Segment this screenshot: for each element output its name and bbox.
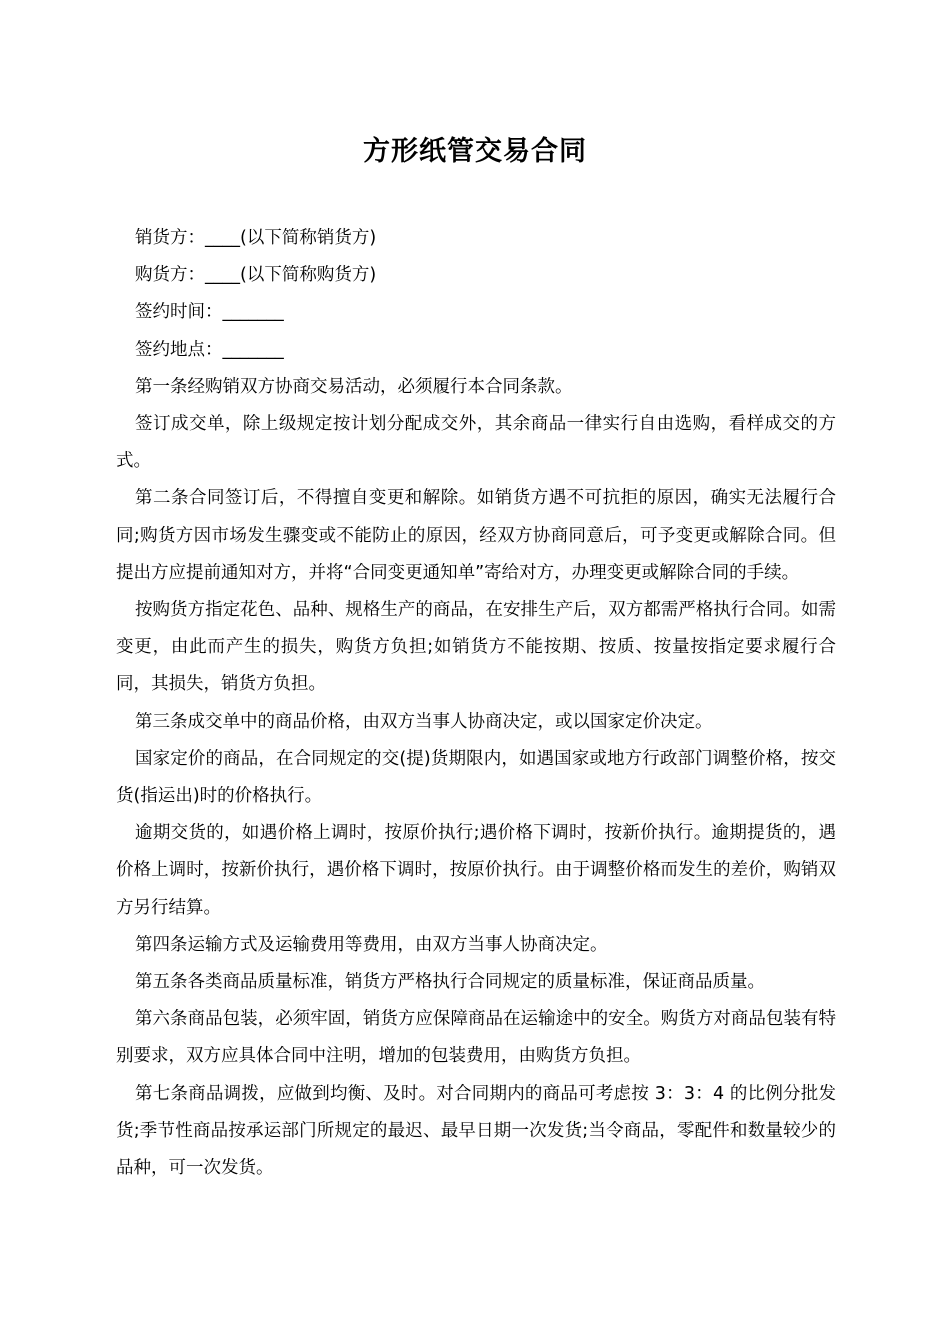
article-2-detail: 按购货方指定花色、品种、规格生产的商品，在安排生产后，双方都需严格执行合同。如需变更，由此而产生的损失，购货方负担;如销货方不能按期、按质、按量按指定要求履行合同，其损失，销货方负担。 <box>116 600 836 695</box>
article-2: 第二条合同签订后，不得擅自变更和解除。如销货方遇不可抗拒的原因，确实无法履行合同;购货方因市场发生骤变或不能防止的原因，经双方协商同意后，可予变更或解除合同。但提出方应提前通知对方，并将“合同变更通知单”寄给对方，办理变更或解除合同的手续。 <box>116 488 836 583</box>
article-3-detail-1: 国家定价的商品，在合同规定的交(提)货期限内，如遇国家或地方行政部门调整价格，按交货(指运出)时的价格执行。 <box>116 748 836 807</box>
article-1-detail: 签订成交单，除上级规定按计划分配成交外，其余商品一律实行自由选购，看样成交的方式。 <box>116 414 836 472</box>
document-title: 方形纸管交易合同 <box>363 136 587 167</box>
article-6: 第六条商品包装，必须牢固，销货方应保障商品在运输途中的安全。购货方对商品包装有特别要求，双方应具体合同中注明，增加的包装费用，由购货方负担。 <box>116 1009 836 1067</box>
document-body <box>116 220 836 1187</box>
article-4: 第四条运输方式及运输费用等费用，由双方当事人协商决定。 <box>135 934 608 955</box>
signing-time-line: 签约时间：_______ <box>135 302 284 323</box>
article-1: 第一条经购销双方协商交易活动，必须履行本合同条款。 <box>135 376 573 397</box>
article-7: 第七条商品调拨，应做到均衡、及时。对合同期内的商品可考虑按 3：3：4 的比例分批发货;季节性商品按承运部门所规定的最迟、最早日期一次发货;当令商品，零配件和数量较少的品种，可一次发货。 <box>116 1083 836 1179</box>
article-5: 第五条各类商品质量标准，销货方严格执行合同规定的质量标准，保证商品质量。 <box>135 972 765 993</box>
article-3-detail-2: 逾期交货的，如遇价格上调时，按原价执行;遇价格下调时，按新价执行。逾期提货的，遇价格上调时，按新价执行，遇价格下调时，按原价执行。由于调整价格而发生的差价，购销双方另行结算。 <box>116 823 836 918</box>
seller-line: 销货方：____(以下简称销货方) <box>135 228 377 248</box>
signing-place-line: 签约地点：_______ <box>135 339 284 360</box>
article-3: 第三条成交单中的商品价格，由双方当事人协商决定，或以国家定价决定。 <box>135 711 713 732</box>
buyer-line: 购货方：____(以下简称购货方) <box>135 265 377 286</box>
